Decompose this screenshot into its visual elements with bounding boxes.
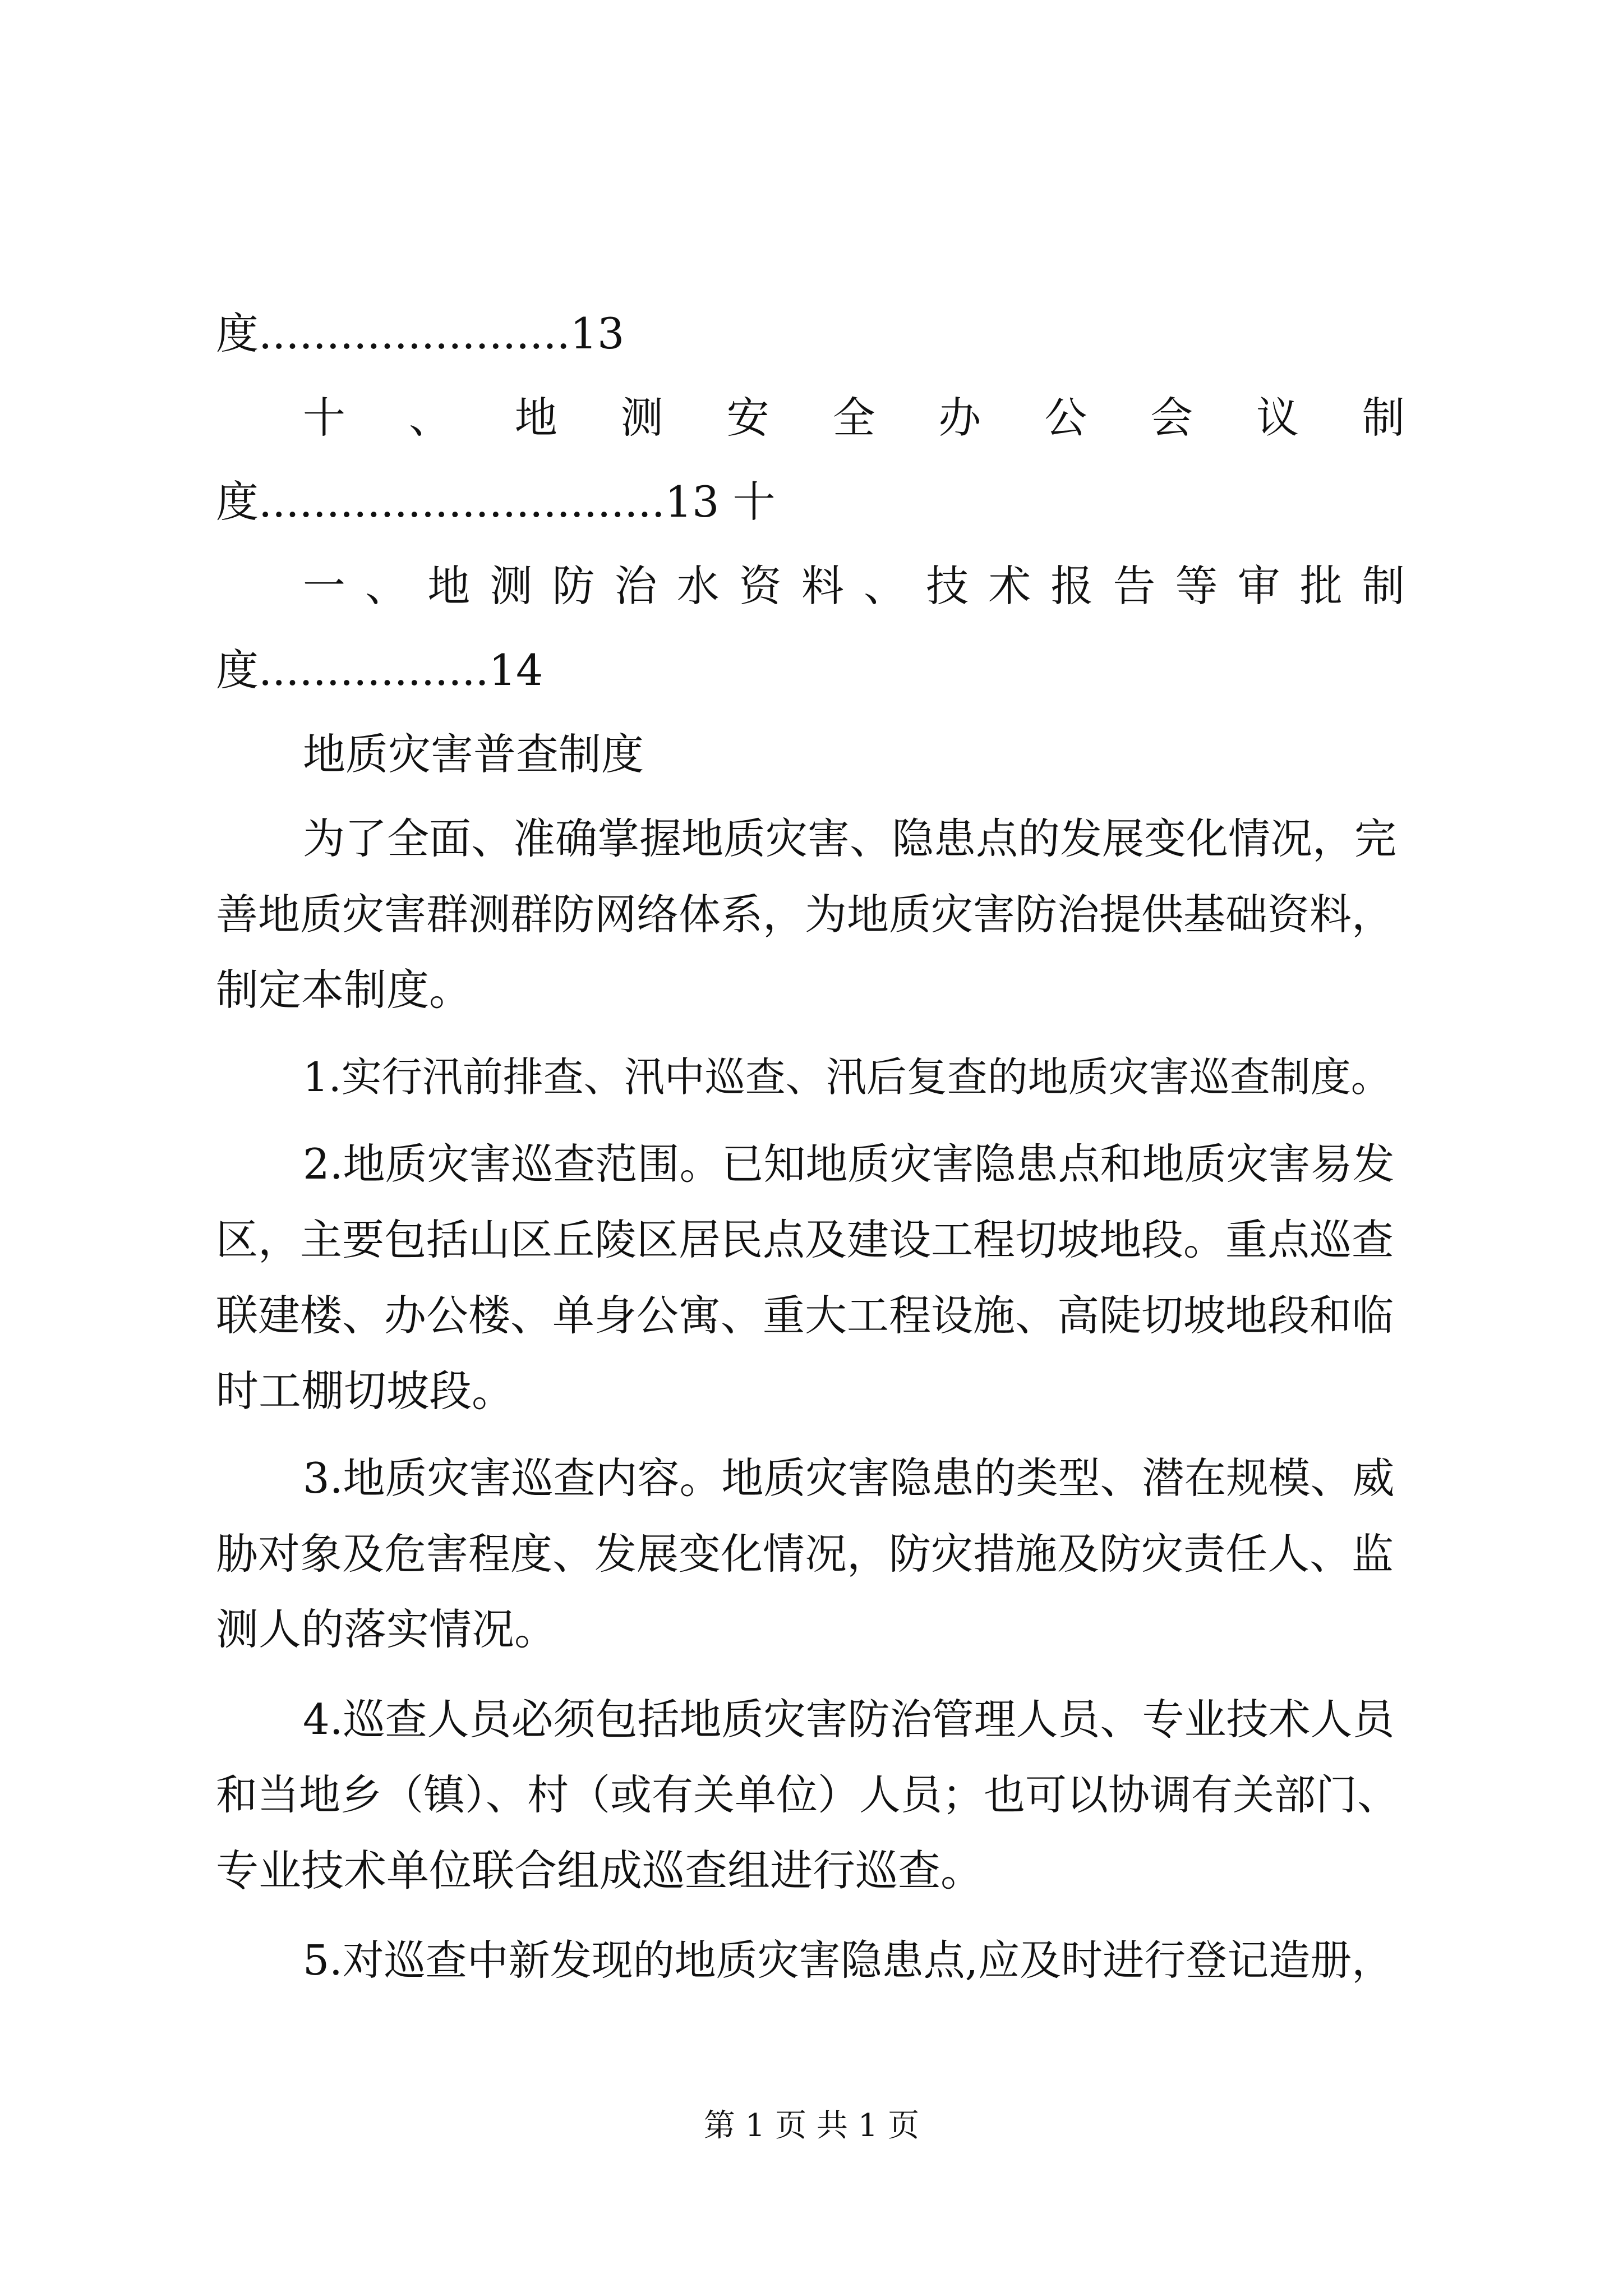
- toc-item-11-char: 、: [365, 561, 408, 611]
- toc-item-10-char: 议: [1256, 393, 1299, 443]
- intro-line: 为了全面、准确掌握地质灾害、隐患点的发展变化情况，完: [303, 814, 1397, 863]
- toc-item-10: [303, 390, 1405, 446]
- item-1-line: 1.实行汛前排查、汛中巡查、汛后复查的地质灾害巡查制度。: [303, 1053, 1391, 1101]
- section-title: 地质灾害普查制度: [303, 729, 644, 779]
- item-3-line: 胁对象及危害程度、发展变化情况，防灾措施及防灾责任人、监: [216, 1529, 1394, 1579]
- toc-item-11-char: 技: [926, 561, 969, 611]
- toc-item-11-char: 测: [490, 561, 533, 611]
- item-4-line: 和当地乡（镇）、村（或有关单位）人员；也可以协调有关部门、: [216, 1771, 1399, 1819]
- toc-item-11: [303, 558, 1405, 614]
- toc-item-11-char: 地: [427, 561, 471, 611]
- item-2-line: 2.地质灾害巡查范围。已知地质灾害隐患点和地质灾害易发: [303, 1139, 1395, 1189]
- toc-line-3: 度..............................13 十: [216, 477, 776, 527]
- toc-line-5: 度.................14: [216, 645, 543, 695]
- item-2-line: 时工棚切坡段。: [216, 1366, 514, 1416]
- toc-item-10-char: 安: [726, 393, 769, 443]
- toc-item-10-char: 公: [1044, 393, 1087, 443]
- intro-line: 制定本制度。: [216, 965, 472, 1015]
- page-footer: 第 1 页 共 1 页: [703, 2108, 920, 2144]
- toc-item-11-char: 料: [801, 561, 844, 611]
- toc-item-11-char: 制: [1362, 561, 1405, 611]
- item-4-line: 4.巡查人员必须包括地质灾害防治管理人员、专业技术人员: [303, 1695, 1395, 1744]
- toc-item-10-char: 地: [514, 393, 557, 443]
- toc-item-11-char: 批: [1299, 561, 1343, 611]
- item-2-line: 联建楼、办公楼、单身公寓、重大工程设施、高陡切坡地段和临: [216, 1291, 1394, 1340]
- toc-item-10-char: 会: [1150, 393, 1193, 443]
- toc-item-10-char: 制: [1362, 393, 1405, 443]
- toc-item-11-char: 告: [1113, 561, 1156, 611]
- toc-item-10-char: 全: [832, 393, 875, 443]
- toc-item-11-char: 一: [303, 561, 345, 611]
- toc-item-11-char: 资: [739, 561, 782, 611]
- toc-item-11-char: 报: [1050, 561, 1094, 611]
- toc-item-11-char: 术: [988, 561, 1031, 611]
- toc-item-11-char: 审: [1237, 561, 1280, 611]
- toc-item-10-char: 办: [938, 393, 981, 443]
- item-2-line: 区，主要包括山区丘陵区居民点及建设工程切坡地段。重点巡查: [216, 1215, 1394, 1264]
- toc-item-11-char: 等: [1175, 561, 1218, 611]
- toc-item-11-char: 治: [614, 561, 657, 611]
- toc-item-11-char: 防: [552, 561, 595, 611]
- toc-item-11-char: 、: [863, 561, 906, 611]
- toc-item-11-char: 水: [676, 561, 720, 611]
- toc-item-10-char: 、: [408, 393, 451, 443]
- item-5-line: 5.对巡查中新发现的地质灾害隐患点,应及时进行登记造册，: [303, 1936, 1394, 1985]
- toc-line-1: 度.......................13: [216, 309, 625, 358]
- item-3-line: 3.地质灾害巡查内容。地质灾害隐患的类型、潜在规模、威: [303, 1453, 1395, 1503]
- toc-item-10-char: 十: [303, 393, 345, 443]
- item-4-line: 专业技术单位联合组成巡查组进行巡查。: [216, 1846, 983, 1895]
- item-3-line: 测人的落实情况。: [216, 1604, 557, 1654]
- intro-line: 善地质灾害群测群防网络体系，为地质灾害防治提供基础资料，: [216, 890, 1394, 939]
- toc-item-10-char: 测: [620, 393, 663, 443]
